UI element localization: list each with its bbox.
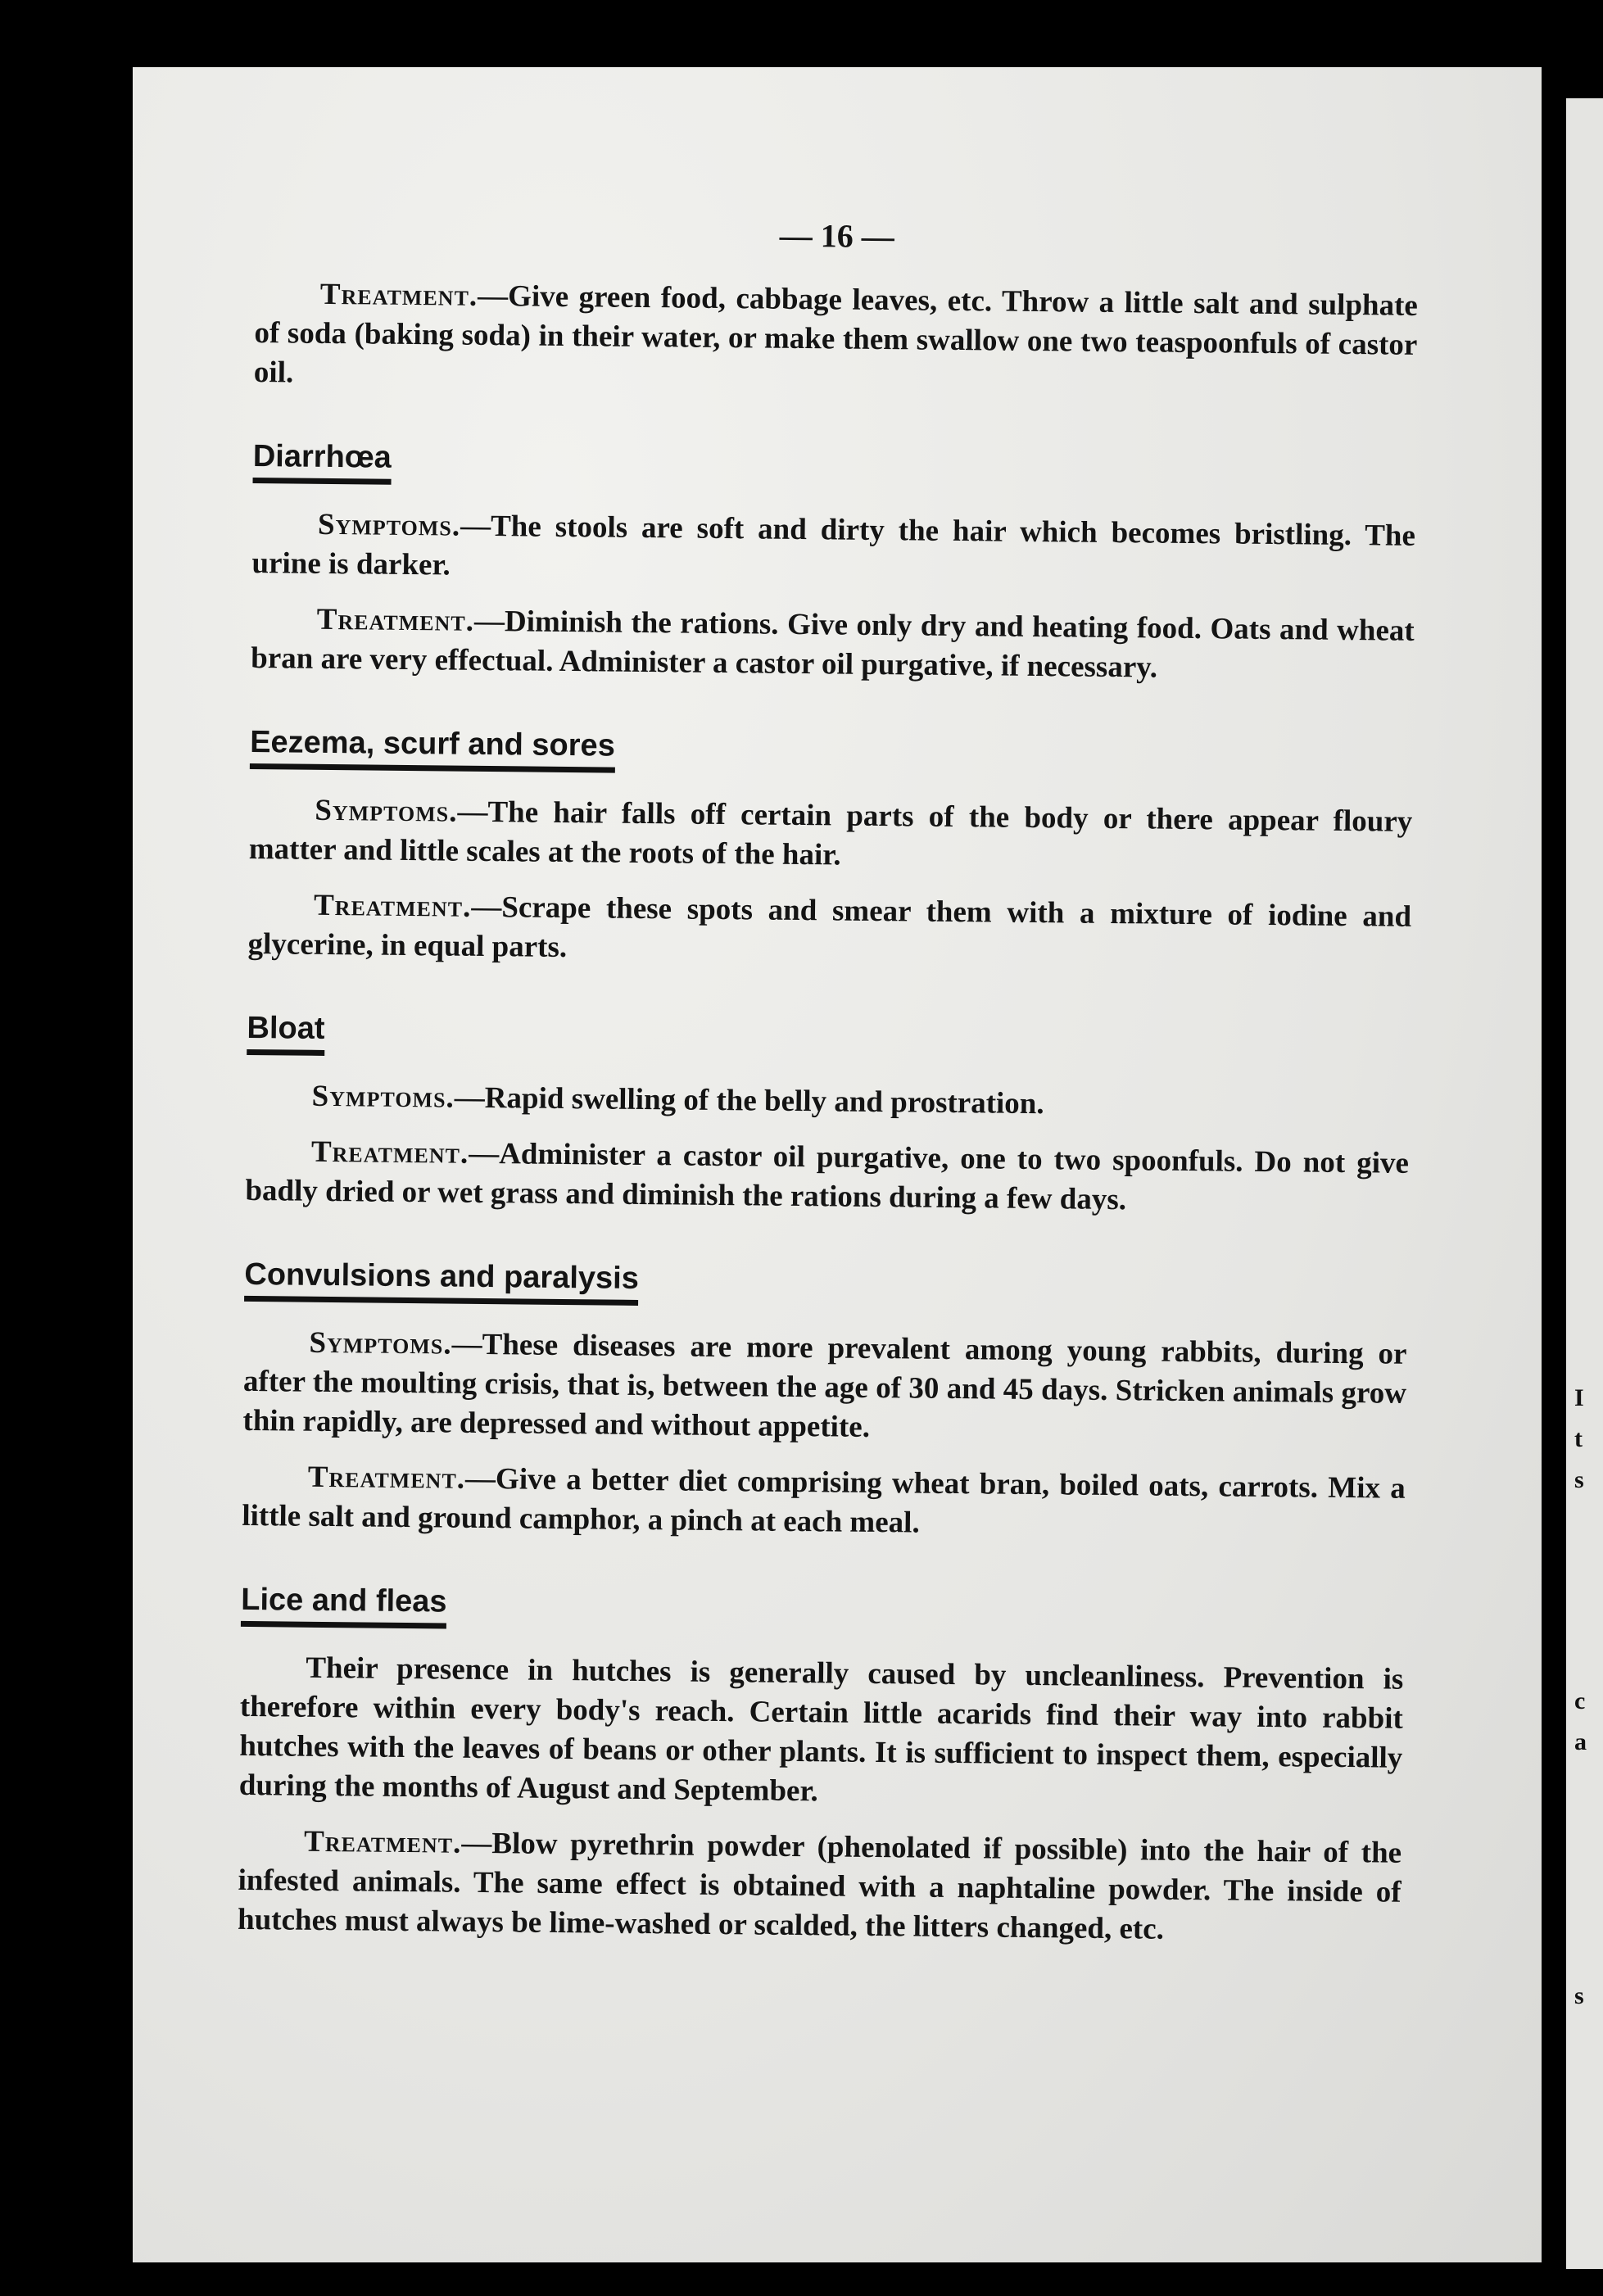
paragraph-label: Treatment. — [313, 888, 472, 924]
paragraph-label: Treatment. — [310, 1134, 469, 1171]
symptoms-paragraph — [246, 1076, 1409, 1128]
section-eczema — [247, 695, 1413, 976]
treatment-paragraph — [247, 885, 1411, 976]
paragraph-text: —These diseases are more prevalent among young rabbits, during or after the moulting crisis, that is, between the age of 30 and 45 days. Stricken animals grow thin rapidly, are depressed and without appetite. — [242, 1327, 1407, 1444]
paragraph-text: —Rapid swelling of the belly and prostration. — [454, 1080, 1044, 1121]
section-convulsions — [242, 1227, 1408, 1548]
fragment-letter: t — [1574, 1425, 1583, 1452]
paragraph-text: Their presence in hutches is generally caused by uncleanliness. Prevention is therefore within every body's reach. Certain little acarids find their way into rabbit hutches with the leaves of beans or other plants. It is sufficient to inspect them, especially during the months of August and September. — [238, 1651, 1404, 1809]
paragraph-text: —Blow pyrethrin powder (phenolated if possible) into the hair of the infested animals. The same effect is obtained with a naphtaline powder. The inside of hutches must always be lime-washed or scalded, the litters changed, etc. — [237, 1826, 1402, 1946]
paragraph-label: Symptoms. — [311, 1079, 455, 1115]
treatment-paragraph — [238, 1822, 1401, 1952]
body-paragraph — [239, 1648, 1404, 1818]
paragraph-text: —The stools are soft and dirty the hair which becomes bristling. The urine is darker. — [251, 509, 1416, 582]
paragraph-label: Treatment. — [319, 277, 478, 313]
treatment-paragraph — [242, 1457, 1406, 1548]
fragment-letter: s — [1574, 1982, 1584, 2009]
paragraph-label: Symptoms. — [317, 507, 461, 543]
paragraph-label: Treatment. — [316, 602, 475, 638]
symptoms-paragraph — [251, 505, 1415, 596]
paragraph-text: —Give a better diet comprising wheat bran, boiled oats, carrots. Mix a little salt and ground camphor, a pinch at each meal. — [242, 1461, 1406, 1540]
paragraph-text: —Administer a castor oil purgative, one to two spoonfuls. Do not give badly dried or wet grass and diminish the rations during a few days. — [245, 1136, 1410, 1217]
page-number: — 16 — — [779, 216, 894, 256]
symptoms-paragraph — [242, 1323, 1406, 1453]
paragraph-text: —Scrape these spots and smear them with a mixture of iodine and glycerine, in equal parts. — [247, 890, 1412, 965]
section-lice-fleas — [238, 1552, 1405, 1952]
fragment-letter: c — [1574, 1687, 1586, 1714]
section-heading: Eezema, scurf and sores — [250, 724, 615, 773]
paragraph-text: —The hair falls off certain parts of the body or there appear floury matter and little scales at the roots of the hair. — [248, 795, 1413, 872]
fragment-letter: s — [1574, 1466, 1584, 1493]
book-page — [133, 67, 1542, 2262]
section-diarrhoea — [251, 409, 1416, 691]
treatment-paragraph — [245, 1132, 1409, 1223]
fragment-letter: I — [1574, 1384, 1584, 1411]
page-content — [238, 211, 1419, 1968]
treatment-paragraph — [251, 600, 1415, 691]
section-heading: Lice and fleas — [241, 1582, 447, 1629]
intro-paragraph — [254, 274, 1418, 405]
symptoms-paragraph — [249, 790, 1413, 881]
facing-page-edge — [1566, 98, 1603, 2269]
section-heading: Convulsions and paralysis — [244, 1257, 639, 1306]
paragraph-label: Symptoms. — [309, 1325, 452, 1361]
section-bloat — [245, 980, 1411, 1223]
paragraph-label: Treatment. — [303, 1824, 462, 1860]
fragment-letter: a — [1574, 1728, 1587, 1755]
paragraph-label: Symptoms. — [315, 793, 458, 829]
section-heading: Diarrhœa — [253, 438, 392, 485]
section-heading: Bloat — [247, 1010, 325, 1056]
paragraph-text: —Give green food, cabbage leaves, etc. Throw a little salt and sulphate of soda (baking soda) in their water, or make them swallow one two teaspoonfuls of castor oil. — [253, 279, 1419, 390]
paragraph-label: Treatment. — [307, 1460, 466, 1496]
paragraph-text: —Diminish the rations. Give only dry and heating food. Oats and wheat bran are very effectual. Administer a castor oil purgative, if necessary. — [251, 604, 1415, 685]
